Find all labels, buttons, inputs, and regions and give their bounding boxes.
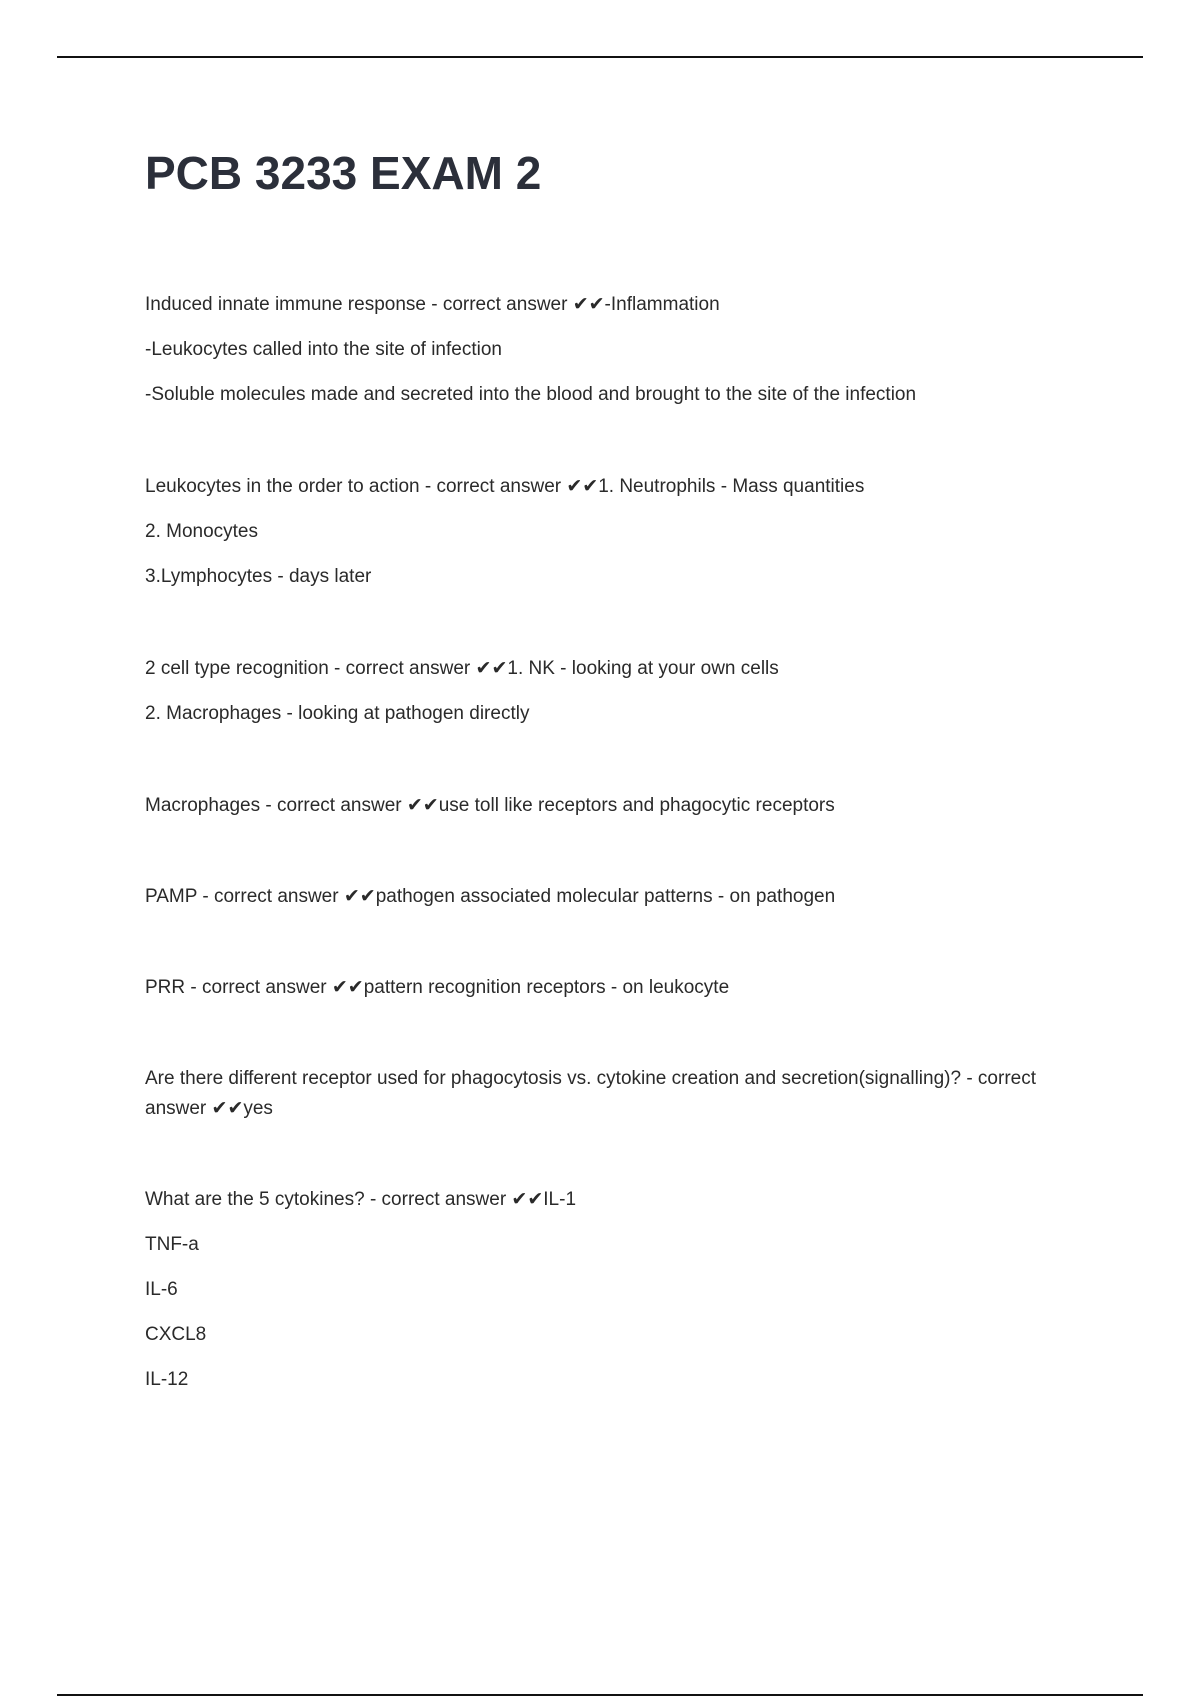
qa-line: 2 cell type recognition - correct answer ✔✔1. NK - looking at your own cells — [145, 658, 779, 679]
qa-line: 2. Macrophages - looking at pathogen directly — [145, 703, 530, 724]
qa-line: What are the 5 cytokines? - correct answer ✔✔IL-1 — [145, 1189, 577, 1210]
qa-line: Leukocytes in the order to action - correct answer ✔✔1. Neutrophils - Mass quantities — [145, 476, 865, 497]
qa-item-cell-type-recognition — [145, 654, 1045, 729]
qa-line: PAMP - correct answer ✔✔pathogen associated molecular patterns - on pathogen — [145, 886, 836, 907]
qa-item-prr — [145, 973, 1045, 1003]
qa-line: CXCL8 — [145, 1324, 207, 1345]
qa-item-receptor-question — [145, 1064, 1050, 1124]
qa-item-pamp — [145, 882, 1045, 912]
header-rule — [57, 56, 1143, 58]
qa-line: 2. Monocytes — [145, 521, 258, 542]
qa-line: -Soluble molecules made and secreted into the blood and brought to the site of the infection — [145, 384, 917, 405]
qa-line: IL-12 — [145, 1369, 189, 1390]
qa-item-induced-innate-response — [145, 290, 1045, 410]
qa-line: Are there different receptor used for phagocytosis vs. cytokine creation and secretion(signalling)? - correct answer ✔✔yes — [145, 1068, 1036, 1119]
qa-line: IL-6 — [145, 1279, 178, 1300]
qa-line: Induced innate immune response - correct answer ✔✔-Inflammation — [145, 294, 720, 315]
document-title: PCB 3233 EXAM 2 — [145, 147, 542, 199]
qa-line: 3.Lymphocytes - days later — [145, 566, 372, 587]
qa-item-cytokines — [145, 1185, 1045, 1395]
qa-line: TNF-a — [145, 1234, 199, 1255]
footer-rule — [57, 1694, 1143, 1696]
qa-line: PRR - correct answer ✔✔pattern recognition receptors - on leukocyte — [145, 977, 730, 998]
qa-line: Macrophages - correct answer ✔✔use toll like receptors and phagocytic receptors — [145, 795, 835, 816]
qa-item-leukocyte-order — [145, 472, 1045, 592]
qa-line: -Leukocytes called into the site of infection — [145, 339, 502, 360]
qa-item-macrophages — [145, 791, 1045, 821]
